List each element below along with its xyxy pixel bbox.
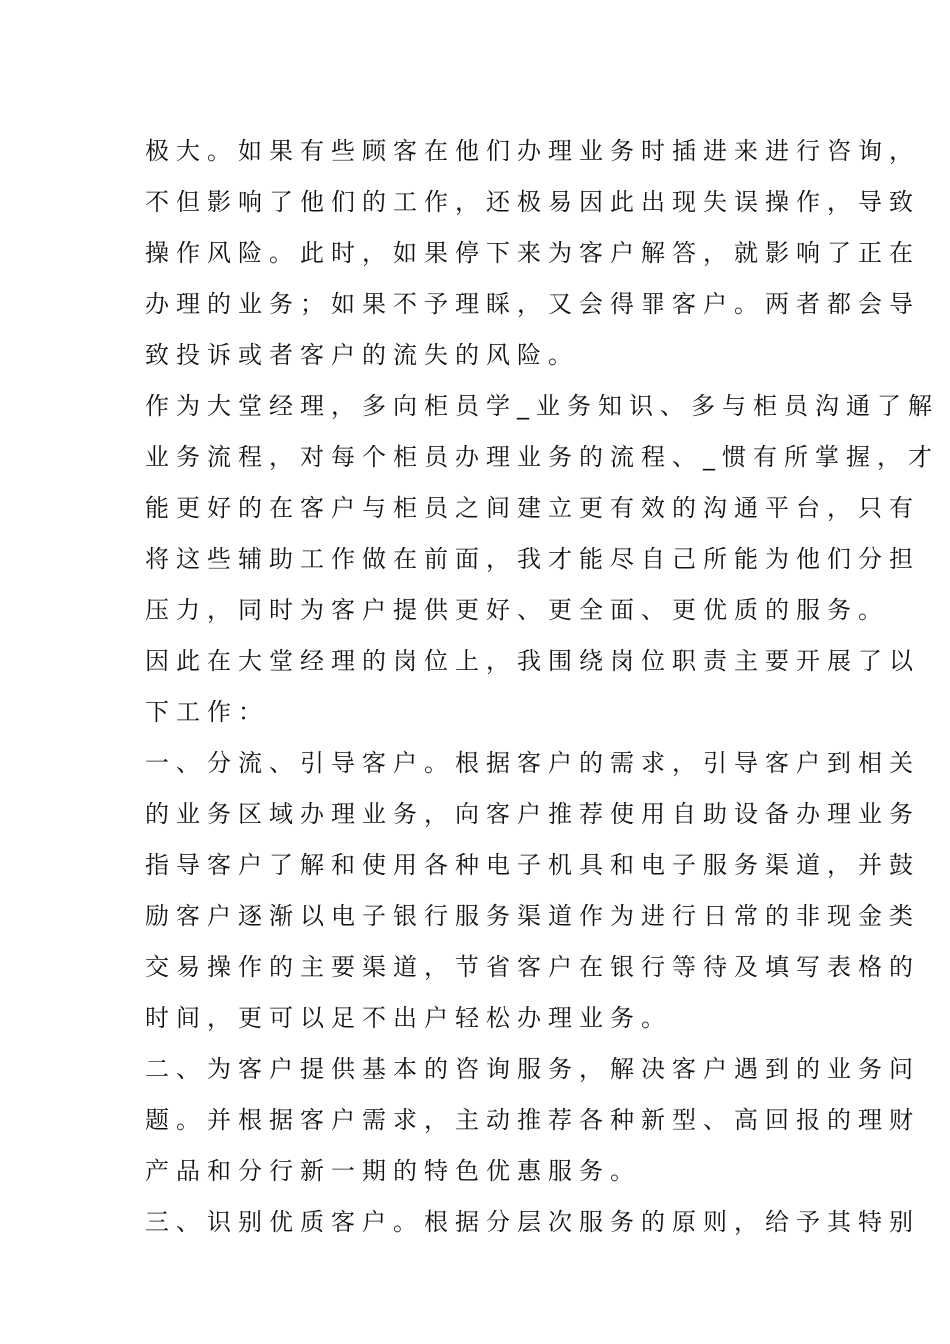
text-line: 不但影响了他们的工作，还极易因此出现失误操作，导致	[145, 188, 920, 216]
text-line: 压力，同时为客户提供更好、更全面、更优质的服务。	[145, 596, 889, 624]
text-line: 的业务区域办理业务，向客户推荐使用自助设备办理业务	[145, 800, 920, 828]
text-line: 交易操作的主要渠道，节省客户在银行等待及填写表格的	[145, 953, 920, 981]
text-line: 时间，更可以足不出户轻松办理业务。	[145, 1004, 672, 1032]
text-line: 产品和分行新一期的特色优惠服务。	[145, 1157, 641, 1185]
text-line: 操作风险。此时，如果停下来为客户解答，就影响了正在	[145, 239, 920, 267]
text-line: 一、分流、引导客户。根据客户的需求，引导客户到相关	[145, 749, 920, 777]
text-line: 将这些辅助工作做在前面，我才能尽自己所能为他们分担	[145, 545, 920, 573]
text-line: 三、识别优质客户。根据分层次服务的原则，给予其特别	[145, 1208, 920, 1236]
text-line: 题。并根据客户需求，主动推荐各种新型、高回报的理财	[145, 1106, 920, 1134]
text-line: 业务流程，对每个柜员办理业务的流程、_惯有所掌握，才	[145, 443, 939, 471]
text-line: 能更好的在客户与柜员之间建立更有效的沟通平台，只有	[145, 494, 920, 522]
text-line: 致投诉或者客户的流失的风险。	[145, 341, 579, 369]
text-line: 因此在大堂经理的岗位上，我围绕岗位职责主要开展了以	[145, 647, 920, 675]
text-line: 下工作：	[145, 698, 269, 726]
text-line: 二、为客户提供基本的咨询服务，解决客户遇到的业务问	[145, 1055, 920, 1083]
text-line: 指导客户了解和使用各种电子机具和电子服务渠道，并鼓	[145, 851, 920, 879]
text-line: 励客户逐渐以电子银行服务渠道作为进行日常的非现金类	[145, 902, 920, 930]
text-line: 作为大堂经理，多向柜员学_业务知识、多与柜员沟通了解	[145, 392, 939, 420]
text-line: 办理的业务；如果不予理睬，又会得罪客户。两者都会导	[145, 290, 920, 318]
document-body	[145, 126, 939, 1248]
text-line: 极大。如果有些顾客在他们办理业务时插进来进行咨询，	[145, 137, 920, 165]
